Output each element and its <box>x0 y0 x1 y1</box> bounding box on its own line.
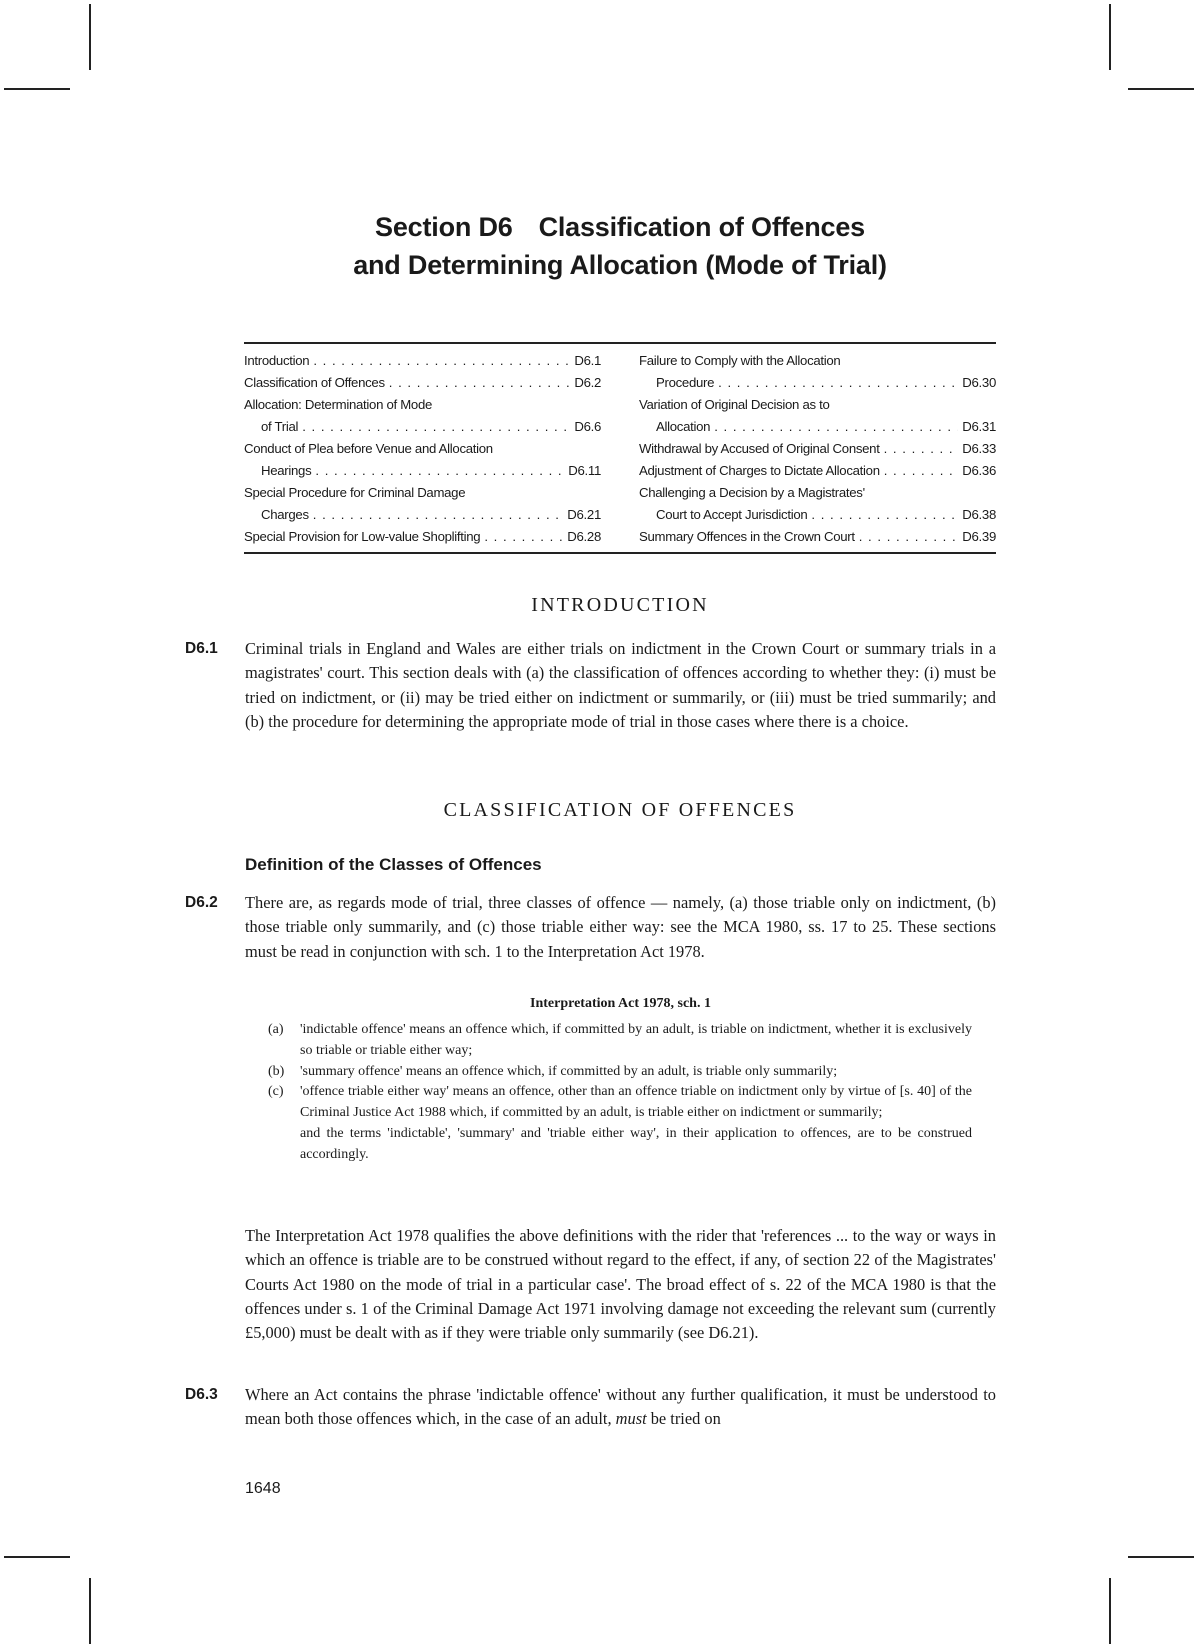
section-number: Section D6 <box>375 212 513 242</box>
definition-label: (a) <box>268 1022 284 1037</box>
definitions-list <box>268 1020 972 1124</box>
toc-right-column <box>639 350 996 548</box>
toc-left-column <box>244 350 601 548</box>
table-of-contents <box>244 342 996 554</box>
toc-leader-dots <box>302 416 570 438</box>
paragraph-d6-2 <box>185 891 996 964</box>
toc-entry-ref: D6.38 <box>962 507 996 522</box>
toc-entry-ref: D6.31 <box>962 419 996 434</box>
paragraph-number: D6.1 <box>185 640 218 657</box>
toc-leader-dots <box>884 438 959 460</box>
toc-leader-dots <box>884 460 959 482</box>
toc-leader-dots <box>389 372 571 394</box>
toc-leader-dots <box>859 526 959 548</box>
toc-entry[interactable] <box>244 482 601 504</box>
toc-entry-ref: D6.11 <box>568 463 601 478</box>
definitions-tail: and the terms 'indictable', 'summary' and 'triable either way', in their application to offences, are to be construed accordingly. <box>300 1125 972 1162</box>
definition-text: 'indictable offence' means an offence which, if committed by an adult, is triable on indictment, whether it is exclusively so triable or triable either way; <box>300 1022 972 1058</box>
paragraph-d6-3 <box>185 1383 996 1432</box>
introduction-heading: INTRODUCTION <box>531 594 709 616</box>
paragraph-text: The Interpretation Act 1978 qualifies the above definitions with the rider that 'references ... to the way or ways in which an offence is triable are to be construed without regard to the effect, if any, of section 22 of the Magistrates' Courts Act 1980 on the mode of trial in a particular case'. The broad effect of s. 22 of the MCA 1980 is that the offences under s. 1 of the Criminal Damage Act 1971 involving damage not exceeding the relevant sum (currently £5,000) must be dealt with as if they were triable only summarily (see D6.21). <box>245 1226 996 1343</box>
toc-entry-text: Allocation <box>656 419 711 434</box>
toc-entry-text: Procedure <box>656 375 715 390</box>
toc-entry-text: Hearings <box>261 463 312 478</box>
emphasis: must <box>615 1409 647 1429</box>
toc-entry-ref: D6.28 <box>567 529 601 544</box>
toc-entry-ref: D6.1 <box>574 353 601 368</box>
toc-entry-text: Special Procedure for Criminal Damage <box>244 485 466 500</box>
crop-mark <box>4 1556 70 1558</box>
subheading: Definition of the Classes of Offences <box>245 855 542 874</box>
toc-entry[interactable] <box>244 350 601 372</box>
toc-entry[interactable] <box>244 416 601 438</box>
toc-entry[interactable] <box>244 526 601 548</box>
toc-entry-text: Allocation: Determination of Mode <box>244 397 433 412</box>
toc-entry[interactable] <box>639 460 996 482</box>
toc-entry-text: Court to Accept Jurisdiction <box>656 507 808 522</box>
toc-entry[interactable] <box>639 416 996 438</box>
section-title-line-2: and Determining Allocation (Mode of Trial) <box>353 250 887 280</box>
crop-mark <box>1109 4 1111 70</box>
toc-entry[interactable] <box>639 526 996 548</box>
toc-entry-text: Charges <box>261 507 309 522</box>
toc-entry-ref: D6.30 <box>962 375 996 390</box>
toc-entry[interactable] <box>244 504 601 526</box>
crop-mark <box>89 1578 91 1644</box>
definition-label: (b) <box>268 1063 285 1079</box>
paragraph-text <box>245 1383 996 1432</box>
definition-item <box>268 1062 972 1083</box>
paragraph-number: D6.3 <box>185 1386 218 1403</box>
crop-mark <box>1128 1556 1194 1558</box>
toc-entry-text: Adjustment of Charges to Dictate Allocation <box>639 463 880 478</box>
statute-extract <box>268 1020 972 1166</box>
page-number: 1648 <box>245 1480 281 1497</box>
toc-leader-dots <box>313 504 564 526</box>
toc-entry[interactable] <box>639 504 996 526</box>
toc-entry[interactable] <box>639 438 996 460</box>
definition-item <box>268 1082 972 1124</box>
toc-entry[interactable] <box>244 438 601 460</box>
crop-mark <box>1109 1578 1111 1644</box>
definition-text: 'offence triable either way' means an offence, other than an offence triable on indictment only by virtue of [s. 40] of the Criminal Justice Act 1988 which, if committed by an adult, is triable either on indictment or summarily; <box>300 1084 972 1121</box>
toc-entry-text: of Trial <box>261 419 299 434</box>
toc-leader-dots <box>315 460 564 482</box>
toc-entry[interactable] <box>639 350 996 372</box>
toc-entry-text: Classification of Offences <box>244 375 385 390</box>
paragraph-follow <box>185 1224 996 1345</box>
toc-entry[interactable] <box>244 372 601 394</box>
toc-entry[interactable] <box>639 372 996 394</box>
toc-leader-dots <box>313 350 570 372</box>
toc-entry-ref: D6.6 <box>574 419 601 434</box>
toc-entry[interactable] <box>244 394 601 416</box>
toc-entry-text: Introduction <box>244 353 310 368</box>
toc-entry-ref: D6.2 <box>574 375 601 390</box>
toc-entry-text: Withdrawal by Accused of Original Consent <box>639 441 880 456</box>
toc-entry-ref: D6.33 <box>962 441 996 456</box>
toc-entry-ref: D6.39 <box>962 529 996 544</box>
paragraph-text: Criminal trials in England and Wales are either trials on indictment in the Crown Court or summary trials in a magistrates' court. This section deals with (a) the classification of offences according to whether they: (i) must be tried on indictment, or (ii) may be tried either on indictment or summarily, or (iii) must be tried summarily; and (b) the procedure for determining the appropriate mode of trial in those cases where there is a choice. <box>245 639 996 731</box>
definition-item <box>268 1020 972 1062</box>
classification-heading: CLASSIFICATION OF OFFENCES <box>443 799 797 821</box>
toc-entry-text: Challenging a Decision by a Magistrates' <box>639 485 865 500</box>
section-name: Classification of Offences <box>538 212 865 242</box>
toc-leader-dots <box>714 416 958 438</box>
toc-entry-ref: D6.21 <box>567 507 601 522</box>
toc-entry[interactable] <box>639 394 996 416</box>
section-title-line-1 <box>240 208 1000 246</box>
paragraph-text-part: Where an Act contains the phrase 'indictable offence' without any further qualification, it must be understood to mean both those offences which, in the case of an adult, <box>245 1385 996 1429</box>
toc-entry-ref: D6.36 <box>962 463 996 478</box>
crop-mark <box>1128 88 1194 90</box>
toc-entry-text: Special Provision for Low-value Shoplifting <box>244 529 481 544</box>
toc-entry-text: Conduct of Plea before Venue and Allocation <box>244 441 493 456</box>
toc-entry-text: Failure to Comply with the Allocation <box>639 353 841 368</box>
toc-entry[interactable] <box>639 482 996 504</box>
section-title <box>240 208 1000 284</box>
crop-mark <box>4 88 70 90</box>
definition-label: (c) <box>268 1084 284 1100</box>
toc-entry-text: Variation of Original Decision as to <box>639 397 830 412</box>
toc-entry[interactable] <box>244 460 601 482</box>
crop-mark <box>89 4 91 70</box>
definition-text: 'summary offence' means an offence which, if committed by an adult, is triable only summarily; <box>300 1063 838 1079</box>
toc-leader-dots <box>718 372 958 394</box>
statute-title: Interpretation Act 1978, sch. 1 <box>530 996 711 1011</box>
paragraph-d6-1 <box>185 637 996 734</box>
toc-leader-dots <box>484 526 563 548</box>
toc-leader-dots <box>811 504 958 526</box>
paragraph-text: There are, as regards mode of trial, three classes of offence — namely, (a) those triable only on indictment, (b) those triable only summarily, and (c) those triable either way: see the MCA 1980, ss. 17 to 25. These sections must be read in conjunction with sch. 1 to the Interpretation Act 1978. <box>245 893 996 961</box>
toc-entry-text: Summary Offences in the Crown Court <box>639 529 855 544</box>
paragraph-number: D6.2 <box>185 894 218 911</box>
paragraph-text-part: be tried on <box>646 1409 721 1429</box>
